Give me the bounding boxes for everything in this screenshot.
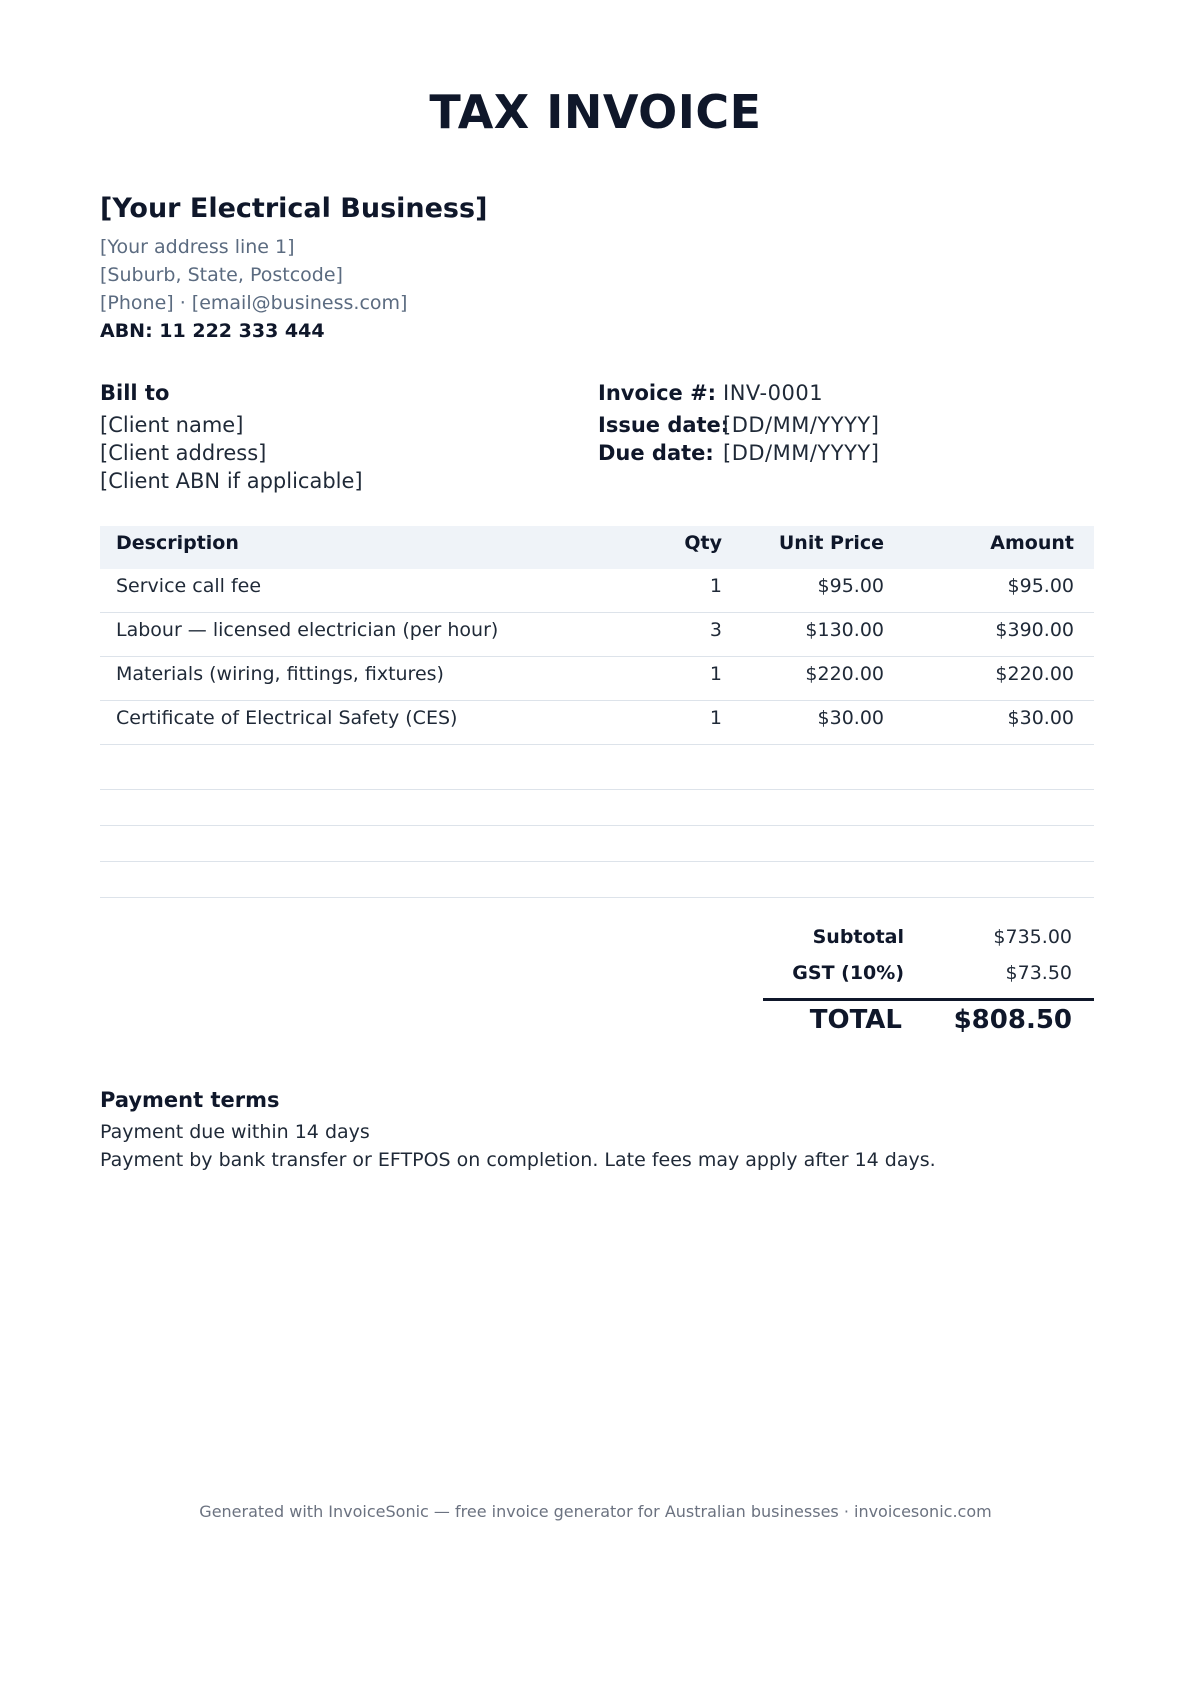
payment-terms-heading: Payment terms (100, 1088, 280, 1112)
header-amount: Amount (990, 532, 1074, 554)
row-unit-price: $95.00 (817, 575, 884, 597)
header-unit-price: Unit Price (778, 532, 884, 554)
table-row (100, 701, 1094, 745)
table-row (100, 569, 1094, 613)
row-description: Labour — licensed electrician (per hour) (116, 619, 499, 641)
total-value: $808.50 (953, 1005, 1072, 1035)
gst-value: $73.50 (1005, 962, 1072, 984)
subtotal-label: Subtotal (812, 926, 904, 948)
row-description: Certificate of Electrical Safety (CES) (116, 707, 458, 729)
row-unit-price: $30.00 (817, 707, 884, 729)
table-row (100, 657, 1094, 701)
empty-table-row (100, 862, 1094, 898)
row-amount: $220.00 (995, 663, 1074, 685)
line-items-table (100, 526, 1094, 898)
payment-terms-line-2: Payment by bank transfer or EFTPOS on completion. Late fees may apply after 14 days. (100, 1149, 936, 1171)
due-date-label: Due date: (598, 441, 714, 465)
gst-label: GST (10%) (792, 962, 904, 984)
empty-table-row (100, 826, 1094, 862)
row-amount: $30.00 (1007, 707, 1074, 729)
client-abn: [Client ABN if applicable] (100, 469, 363, 493)
row-qty: 1 (709, 663, 722, 685)
client-address: [Client address] (100, 441, 267, 465)
row-qty: 3 (709, 619, 722, 641)
table-header (100, 526, 1094, 569)
business-name: [Your Electrical Business] (100, 193, 488, 224)
row-qty: 1 (709, 707, 722, 729)
row-qty: 1 (709, 575, 722, 597)
footer-text: Generated with InvoiceSonic — free invoice generator for Australian businesses · invoicesonic.com (199, 1502, 992, 1521)
business-address-line-1: [Your address line 1] (100, 236, 295, 258)
payment-terms-line-1: Payment due within 14 days (100, 1121, 370, 1143)
row-amount: $95.00 (1007, 575, 1074, 597)
empty-table-row (100, 790, 1094, 826)
total-label: TOTAL (809, 1005, 902, 1035)
row-amount: $390.00 (995, 619, 1074, 641)
row-description: Materials (wiring, fittings, fixtures) (116, 663, 444, 685)
issue-date-value: [DD/MM/YYYY] (723, 413, 880, 437)
invoice-number-value: INV-0001 (723, 381, 824, 405)
business-abn: ABN: 11 222 333 444 (100, 320, 325, 342)
client-name: [Client name] (100, 413, 244, 437)
row-description: Service call fee (116, 575, 262, 597)
subtotal-value: $735.00 (993, 926, 1072, 948)
invoice-number-label: Invoice #: (598, 381, 717, 405)
total-divider (763, 998, 1094, 1001)
header-description: Description (116, 532, 239, 554)
business-contact: [Phone] · [email@business.com] (100, 292, 408, 314)
header-qty: Qty (684, 532, 722, 554)
row-unit-price: $220.00 (805, 663, 884, 685)
table-row (100, 613, 1094, 657)
due-date-value: [DD/MM/YYYY] (723, 441, 880, 465)
bill-to-heading: Bill to (100, 381, 170, 405)
empty-table-row (100, 745, 1094, 790)
document-title: TAX INVOICE (429, 85, 762, 139)
business-address-line-2: [Suburb, State, Postcode] (100, 264, 343, 286)
row-unit-price: $130.00 (805, 619, 884, 641)
issue-date-label: Issue date: (598, 413, 730, 437)
